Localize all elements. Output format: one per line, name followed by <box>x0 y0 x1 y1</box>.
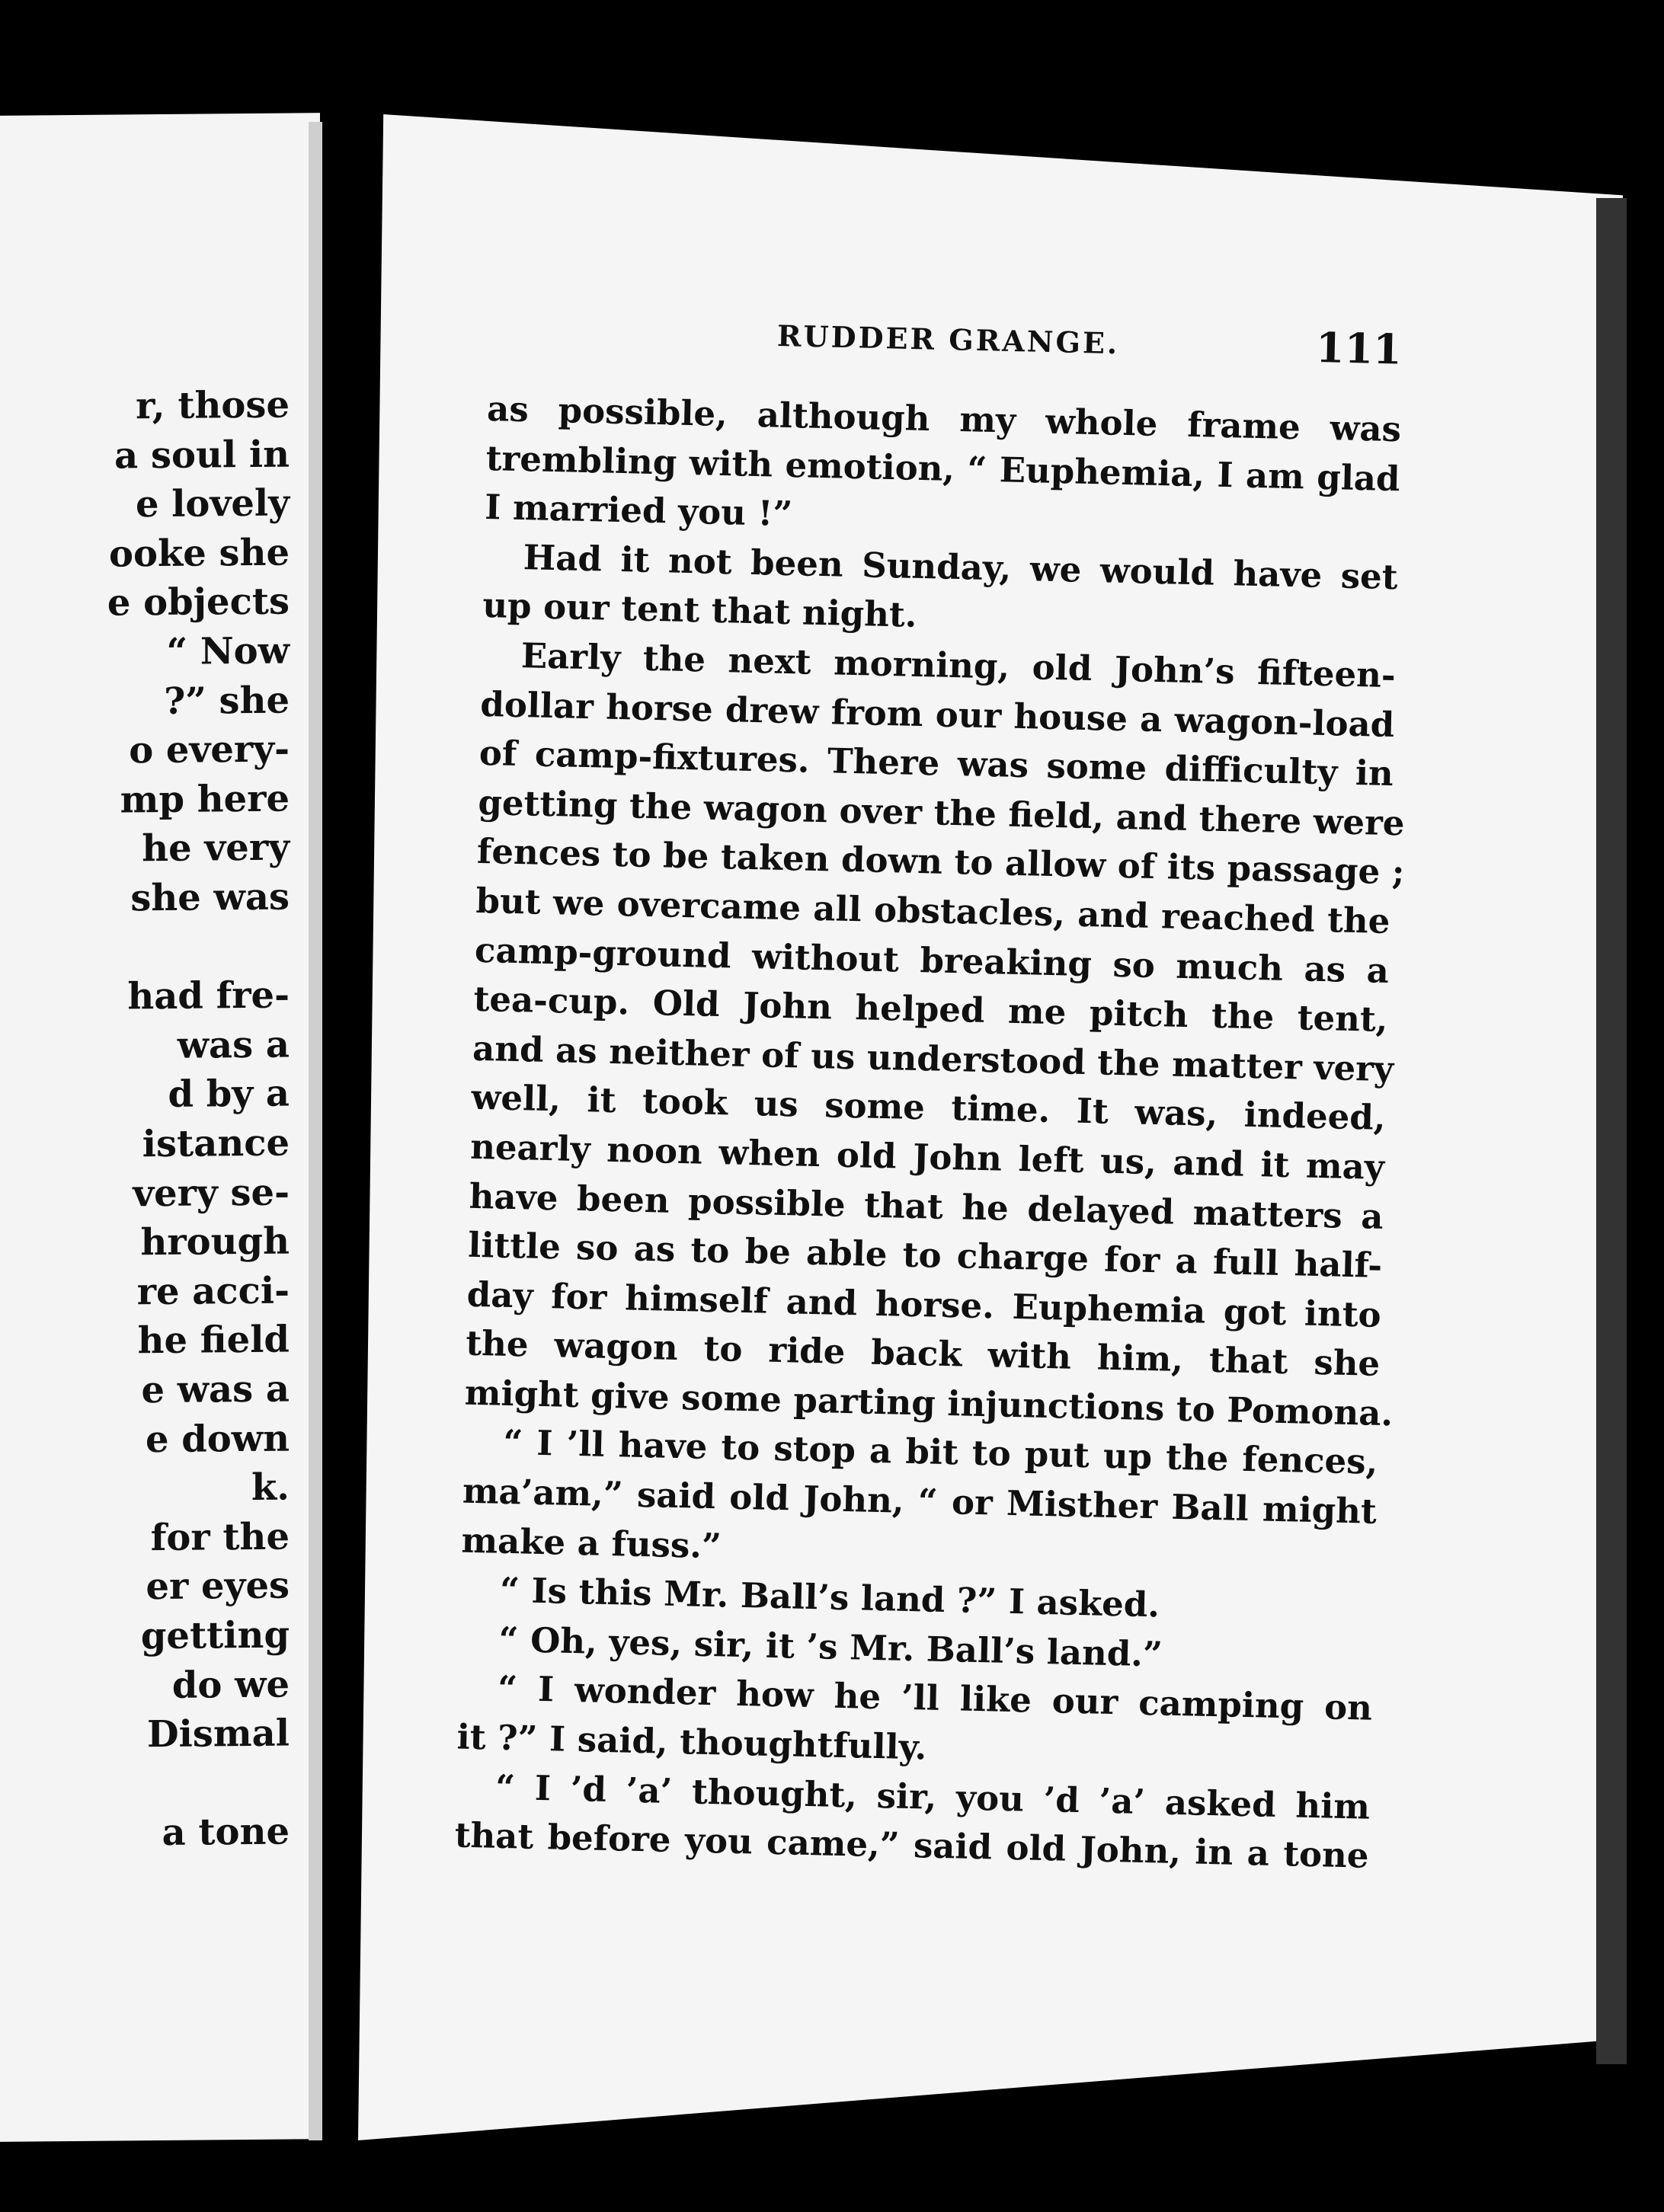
left-page-fragment: hrough <box>140 1219 290 1264</box>
left-page-fragment: e lovely <box>135 481 290 526</box>
text-line: “ Oh, yes, sir, it ’s Mr. Ball’s land.” <box>498 1619 1163 1675</box>
left-page-fragment: “ Now <box>166 629 290 673</box>
left-page-fragment: do we <box>171 1663 290 1707</box>
text-line: I married you !” <box>484 487 793 535</box>
text-line: have been possible that he delayed matters a <box>469 1175 1384 1237</box>
text-line: day for himself and horse. Euphemia got into <box>466 1274 1382 1335</box>
left-page-fragment: ?” she <box>164 679 290 723</box>
text-line: “ Is this Mr. Ball’s land ?” I asked. <box>499 1570 1160 1625</box>
left-page-fragment: istance <box>142 1121 290 1166</box>
left-page-fragment: er eyes <box>146 1564 290 1609</box>
text-line: getting the wagon over the field, and there were <box>477 782 1406 844</box>
left-page <box>0 113 320 2142</box>
left-page-edge <box>309 122 322 2140</box>
left-page-fragment: e down <box>145 1417 290 1461</box>
left-page-fragment: he field <box>137 1318 290 1363</box>
left-page-fragment: had fre- <box>127 973 290 1018</box>
text-line: that before you came,” said old John, in a tone <box>454 1814 1370 1876</box>
text-line: the wagon to ride back with him, that she <box>465 1322 1381 1385</box>
left-page-fragment: getting <box>140 1613 290 1658</box>
left-page-fragment: mp here <box>120 777 290 822</box>
text-line: Had it not been Sunday, we would have set <box>523 536 1399 597</box>
text-line: ma’am,” said old John, “ or Misther Ball might <box>462 1470 1378 1532</box>
text-line: “ I wonder how he ’ll like our camping on <box>497 1668 1373 1729</box>
left-page-fragment: e objects <box>107 580 290 625</box>
left-page-fragment: she was <box>130 875 290 920</box>
text-line: up our tent that night. <box>482 585 917 636</box>
left-page-fragment: re acci- <box>136 1269 290 1314</box>
text-line: “ I ’d ’a’ thought, sir, you ’d ’a’ asked him <box>494 1766 1371 1827</box>
text-line: camp-ground without breaking so much as a <box>474 929 1390 991</box>
body-text <box>454 385 1406 1881</box>
text-line: might give some parting injunctions to Pomona. <box>464 1372 1394 1434</box>
text-line: of camp-fixtures. There was some difficulty in <box>478 733 1394 794</box>
page-gutter-shadow <box>1596 198 1627 2064</box>
text-line: fences to be taken down to allow of its passage ; <box>476 831 1406 893</box>
text-line: dollar horse drew from our house a wagon-load <box>479 683 1395 745</box>
running-head: RUDDER GRANGE. <box>776 318 1120 361</box>
text-line: “ I ’ll have to stop a bit to put up the fences, <box>502 1422 1378 1483</box>
text-line: nearly noon when old John left us, and it may <box>469 1126 1385 1188</box>
text-line: it ?” I said, thoughtfully. <box>456 1716 927 1768</box>
left-page-fragment: a soul in <box>114 433 290 478</box>
text-line: tea-cup. Old John helped me pitch the tent, <box>473 978 1388 1040</box>
text-line: little so as to be able to charge for a full half- <box>467 1224 1383 1287</box>
text-line: make a fuss.” <box>460 1520 722 1567</box>
left-page-fragment: o every- <box>129 727 290 772</box>
text-line: well, it took us some time. It was, indeed, <box>471 1077 1387 1139</box>
left-page-fragment: for the <box>150 1515 290 1559</box>
text-line: as possible, although my whole frame was <box>486 388 1402 450</box>
left-page-fragment: he very <box>142 826 290 871</box>
left-page-fragment: r, those <box>136 383 290 428</box>
text-line: Early the next morning, old John’s fifteen- <box>520 635 1397 696</box>
text-line: and as neither of us understood the matter very <box>472 1028 1394 1089</box>
page-number: 111 <box>1315 323 1403 374</box>
text-line: but we overcame all obstacles, and reached the <box>475 880 1390 941</box>
left-page-fragment: Dismal <box>146 1712 290 1756</box>
text-line: trembling with emotion, “ Euphemia, I am glad <box>485 437 1401 499</box>
left-page-fragment: d by a <box>168 1072 290 1117</box>
left-page-fragment: very se- <box>133 1171 290 1215</box>
left-page-fragment: e was a <box>141 1367 290 1412</box>
left-page-fragment: ooke she <box>109 531 290 576</box>
left-page-fragment: was a <box>177 1023 290 1067</box>
left-page-fragment: a tone <box>162 1810 290 1855</box>
left-page-fragment: k. <box>251 1466 290 1510</box>
